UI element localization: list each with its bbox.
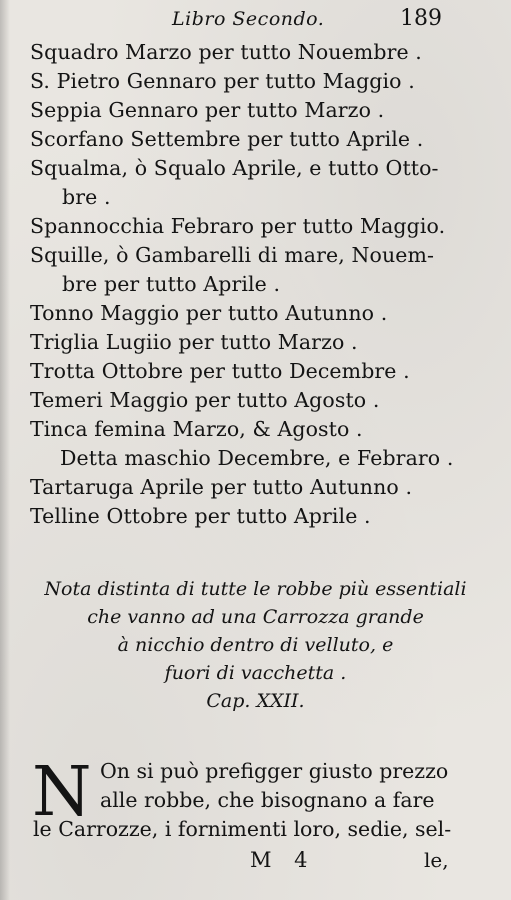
list-item: S. Pietro Gennaro per tutto Maggio . bbox=[30, 69, 415, 93]
list-item: Scorfano Settembre per tutto Aprile . bbox=[30, 127, 424, 151]
list-item: Squalma, ò Squalo Aprile, e tutto Otto- bbox=[30, 156, 439, 180]
list-item: Squadro Marzo per tutto Nouembre . bbox=[30, 40, 422, 64]
list-item: Detta maschio Decembre, e Febraro . bbox=[60, 446, 454, 470]
list-item: Triglia Lugiio per tutto Marzo . bbox=[30, 330, 358, 354]
chapter-heading-line: fuori di vacchetta . bbox=[164, 662, 347, 684]
list-item: Squille, ò Gambarelli di mare, Nouem- bbox=[30, 243, 435, 267]
running-title: Libro Secondo. bbox=[172, 8, 325, 30]
list-item: Tonno Maggio per tutto Autunno . bbox=[30, 301, 388, 325]
list-item: Temeri Maggio per tutto Agosto . bbox=[30, 388, 380, 412]
list-item-continuation: bre per tutto Aprile . bbox=[62, 272, 281, 296]
body-line: On si può prefigger giusto prezzo bbox=[100, 759, 449, 783]
drop-cap: N bbox=[32, 753, 92, 832]
list-item: Trotta Ottobre per tutto Decembre . bbox=[30, 359, 410, 383]
body-line: le Carrozze, i fornimenti loro, sedie, sel- bbox=[33, 817, 452, 841]
chapter-heading-line: Nota distinta di tutte le robbe più essentiali bbox=[44, 578, 467, 600]
list-item-continuation: bre . bbox=[62, 185, 111, 209]
body-line: alle robbe, che bisognano a fare bbox=[100, 788, 435, 812]
list-item: Telline Ottobre per tutto Aprile . bbox=[30, 504, 371, 528]
list-item: Tinca femina Marzo, & Agosto . bbox=[30, 417, 363, 441]
list-item: Seppia Gennaro per tutto Marzo . bbox=[30, 98, 385, 122]
chapter-heading-line: che vanno ad una Carrozza grande bbox=[87, 606, 424, 628]
list-item: Tartaruga Aprile per tutto Autunno . bbox=[30, 475, 413, 499]
chapter-number: Cap. XXII. bbox=[206, 690, 305, 712]
catchword: le, bbox=[424, 848, 449, 872]
chapter-body bbox=[0, 755, 511, 900]
page-number: 189 bbox=[400, 6, 442, 31]
signature-mark: M 4 bbox=[250, 848, 316, 872]
chapter-heading-line: à nicchio dentro di velluto, e bbox=[117, 634, 394, 656]
page-header bbox=[0, 6, 511, 34]
list-item: Spannocchia Febraro per tutto Maggio. bbox=[30, 214, 446, 238]
